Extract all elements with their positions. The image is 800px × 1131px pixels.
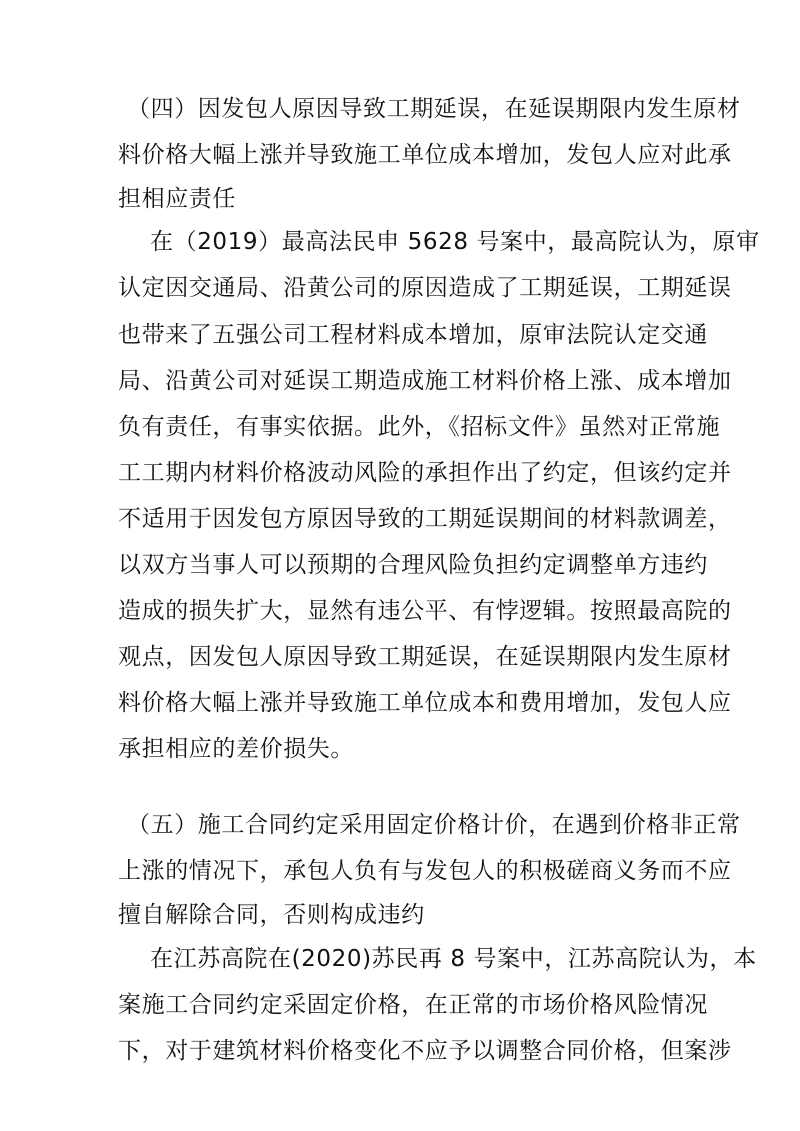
section4-heading-line-1: （四）因发包人原因导致工期延误，在延误期限内发生原材: [127, 96, 741, 122]
section4-body-line-1: 在（2019）最高法民申 5628 号案中，最高院认为，原审: [150, 229, 760, 255]
section5-heading-line-1: （五）施工合同约定采用固定价格计价，在遇到价格非正常: [127, 812, 741, 838]
section4-body-line-12: 承担相应的差价损失。: [118, 736, 354, 762]
section5-heading-line-3: 擅自解除合同，否则构成违约: [118, 902, 425, 928]
section4-body-line-7: 不适用于因发包方原因导致的工期延误期间的材料款调差，: [118, 506, 732, 532]
section5-heading-line-2: 上涨的情况下，承包人负有与发包人的积极磋商义务而不应: [118, 858, 732, 884]
section5-body-line-2: 案施工合同约定采固定价格，在正常的市场价格风险情况: [118, 992, 708, 1018]
section4-body-line-5: 负有责任，有事实依据。此外，《招标文件》虽然对正常施: [118, 414, 721, 440]
section5-body-line-3: 下，对于建筑材料价格变化不应予以调整合同价格，但案涉: [118, 1038, 732, 1064]
section4-heading-line-3: 担相应责任: [118, 186, 236, 212]
section4-body-line-11: 料价格大幅上涨并导致施工单位成本和费用增加，发包人应: [118, 690, 732, 716]
section4-heading-line-2: 料价格大幅上涨并导致施工单位成本增加，发包人应对此承: [118, 142, 732, 168]
section4-body-line-4: 局、沿黄公司对延误工期造成施工材料价格上涨、成本增加: [118, 368, 732, 394]
section4-body-line-9: 造成的损失扩大，显然有违公平、有悖逻辑。按照最高院的: [118, 598, 732, 624]
section5-body-line-1: 在江苏高院在(2020)苏民再 8 号案中，江苏高院认为，本: [150, 946, 757, 972]
section4-body-line-8: 以双方当事人可以预期的合理风险负担约定调整单方违约: [118, 552, 708, 578]
section4-body-line-2: 认定因交通局、沿黄公司的原因造成了工期延误，工期延误: [118, 275, 732, 301]
section4-body-line-3: 也带来了五强公司工程材料成本增加，原审法院认定交通: [118, 322, 708, 348]
section4-body-line-6: 工工期内材料价格波动风险的承担作出了约定，但该约定并: [118, 460, 732, 486]
section4-body-line-10: 观点，因发包人原因导致工期延误，在延误期限内发生原材: [118, 644, 732, 670]
